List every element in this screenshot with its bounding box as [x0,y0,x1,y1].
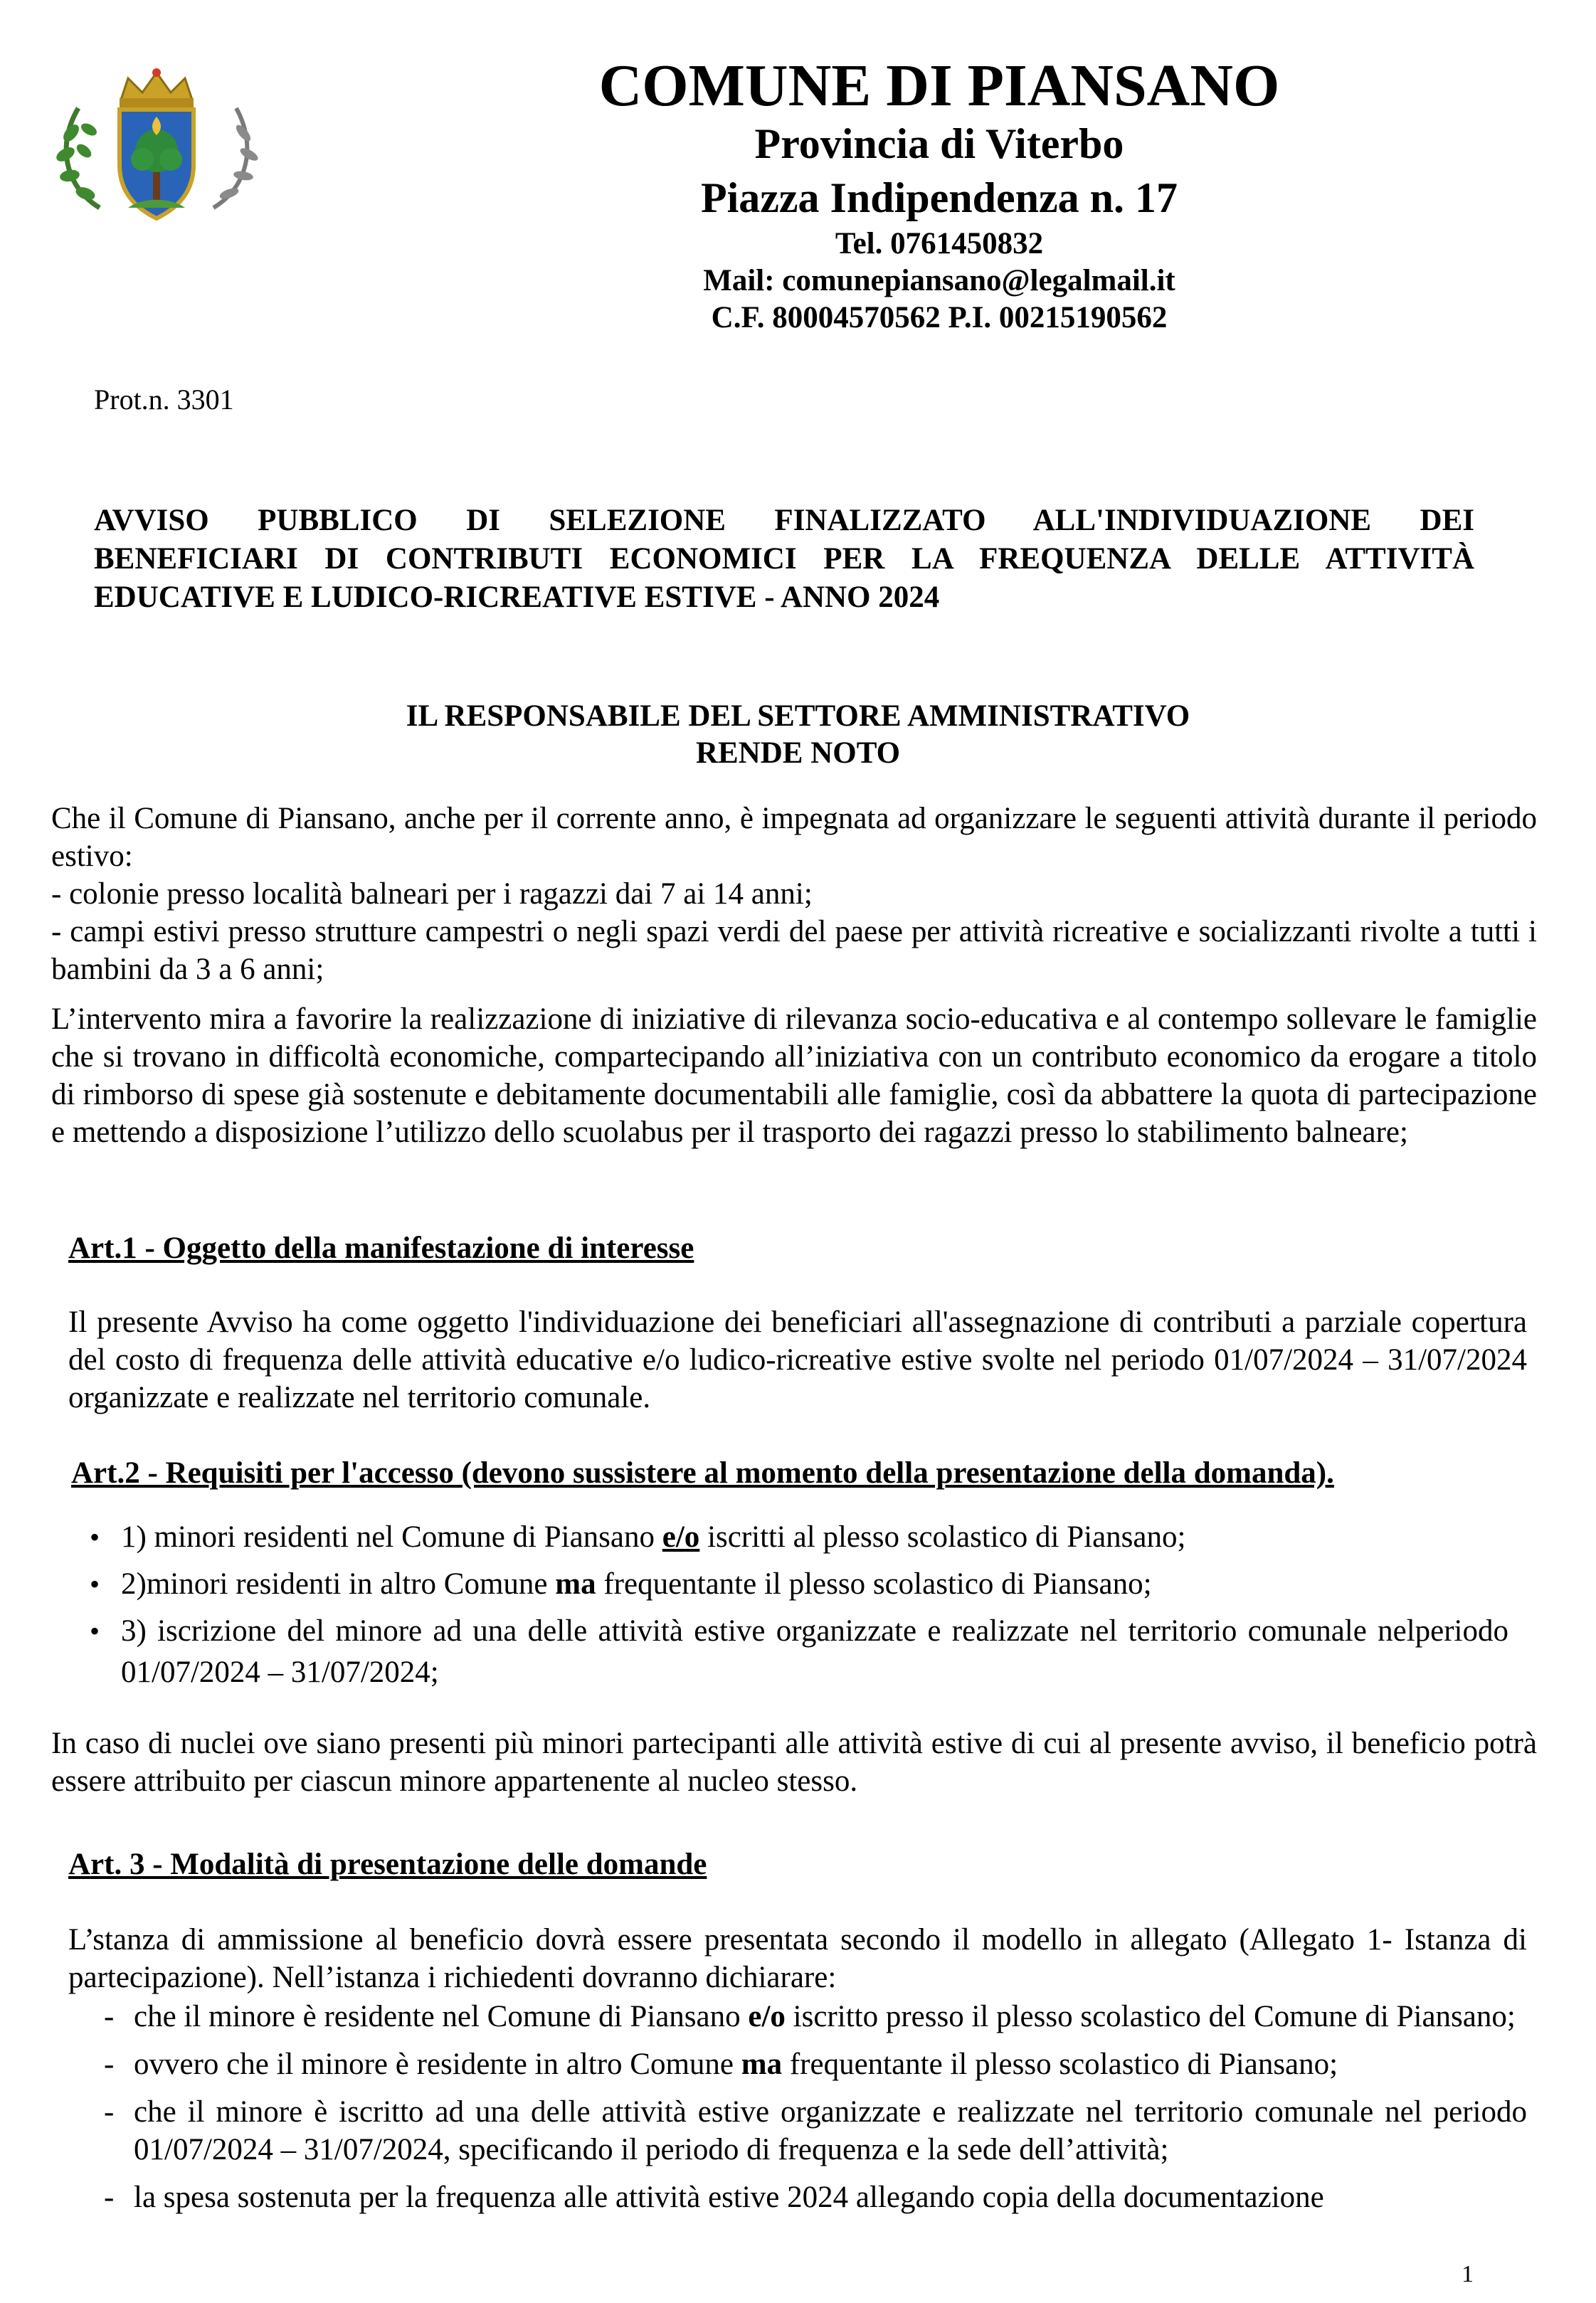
province-line: Provincia di Viterbo [754,120,1124,167]
intro-item-colonie: - colonie presso località balneari per i ragazzi dai 7 ai 14 anni; [51,877,813,911]
art3-intro: L’stanza di ammissione al beneficio dovrà essere presentata secondo il modello in allegato (Allegato 1- Istanza di partecipazione). Nell’istanza i richiedenti dovranno dichiarare: [68,1923,1527,1994]
list-item: • 3) iscrizione del minore ad una delle attività estive organizzate e realizzate nel territorio comunale nelperiodo 01/07/2024 – 31/07/2024; [71,1611,1508,1693]
art2-heading: Art.2 - Requisiti per l'accesso (devono sussistere al momento della presentazione della domanda). [71,1456,1334,1490]
intro-paragraph: Che il Comune di Piansano, anche per il corrente anno, è impegnata ad organizzare le seguenti attività durante il periodo estivo: [51,802,1537,873]
address-line: Piazza Indipendenza n. 17 [700,174,1178,221]
art1-heading: Art.1 - Oggetto della manifestazione di interesse [68,1232,694,1265]
art2-note: In caso di nuclei ove siano presenti più minori partecipanti alle attività estive di cui al presente avviso, il beneficio potrà essere attribuito per ciascun minore appartenente al nucleo stesso. [51,1727,1537,1798]
municipal-crest-icon [50,65,263,229]
municipality-title: COMUNE DI PIANSANO [598,53,1280,119]
intro-paragraph-intervento: L’intervento mira a favorire la realizzazione di iniziative di rilevanza socio-educativa e al contempo sollevare le famiglie che si trovano in difficoltà economiche, compartecipando all’iniziativa con un contributo economico da erogare a titolo di rimborso di spese già sostenute e debitamente documentabili alle famiglie, così da abbattere la quota di partecipazione e mettendo a disposizione l’utilizzo dello scuolabus per il trasporto dei ragazzi presso lo stabilimento balneare; [51,1002,1537,1149]
list-item: - ovvero che il minore è residente in altro Comune ma frequentante il plesso scolastico di Piansano; [68,2045,1527,2083]
art3-declarations-list [68,1998,1527,2226]
list-item: - che il minore è iscritto ad una delle attività estive organizzate e realizzate nel territorio comunale nel periodo 01/07/2024 – 31/07/2024, specificando il periodo di frequenza e la sede dell’attività; [68,2093,1527,2169]
list-item: • 1) minori residenti nel Comune di Piansano e/o iscritti al plesso scolastico di Piansano; [71,1517,1508,1558]
rende-noto-heading: RENDE NOTO [695,736,901,770]
intro-item-campi: - campi estivi presso strutture campestri o negli spazi verdi del paese per attività ricreative e socializzanti rivolte a tutti i bambini da 3 a 6 anni; [51,915,1537,986]
list-item: - la spesa sostenuta per la frequenza alle attività estive 2024 allegando copia della documentazione [68,2178,1527,2216]
art3-heading: Art. 3 - Modalità di presentazione delle domande [68,1848,707,1881]
fiscal-code-line: C.F. 80004570562 P.I. 00215190562 [711,301,1168,334]
protocol-number: Prot.n. 3301 [94,383,234,415]
responsible-heading: IL RESPONSABILE DEL SETTORE AMMINISTRATIVO [406,699,1190,733]
notice-title-rest: BENEFICIARI DI CONTRIBUTI ECONOMICI PER LA FREQUENZA DELLE ATTIVITÀ EDUCATIVE E LUDICO-RICREATIVE ESTIVE - ANNO 2024 [94,542,1474,614]
notice-title-line: AVVISO PUBBLICO DI SELEZIONE FINALIZZATO ALL'INDIVIDUAZIONE DEI [94,504,1474,537]
mail-line: Mail: comunepiansano@legalmail.it [703,264,1175,297]
notice-title [94,502,1474,617]
list-item: - che il minore è residente nel Comune di Piansano e/o iscritto presso il plesso scolastico del Comune di Piansano; [68,1998,1527,2035]
art1-text: Il presente Avviso ha come oggetto l'individuazione dei beneficiari all'assegnazione di contributi a parziale copertura del costo di frequenza delle attività educative e/o ludico-ricreative estive svolte nel periodo 01/07/2024 – 31/07/2024 organizzate e realizzate nel territorio comunale. [68,1306,1527,1414]
telephone-line: Tel. 0761450832 [835,227,1044,260]
page-number: 1 [1462,2261,1474,2287]
art2-requirements-list [71,1517,1508,1699]
list-item: • 2)minori residenti in altro Comune ma frequentante il plesso scolastico di Piansano; [71,1564,1508,1605]
